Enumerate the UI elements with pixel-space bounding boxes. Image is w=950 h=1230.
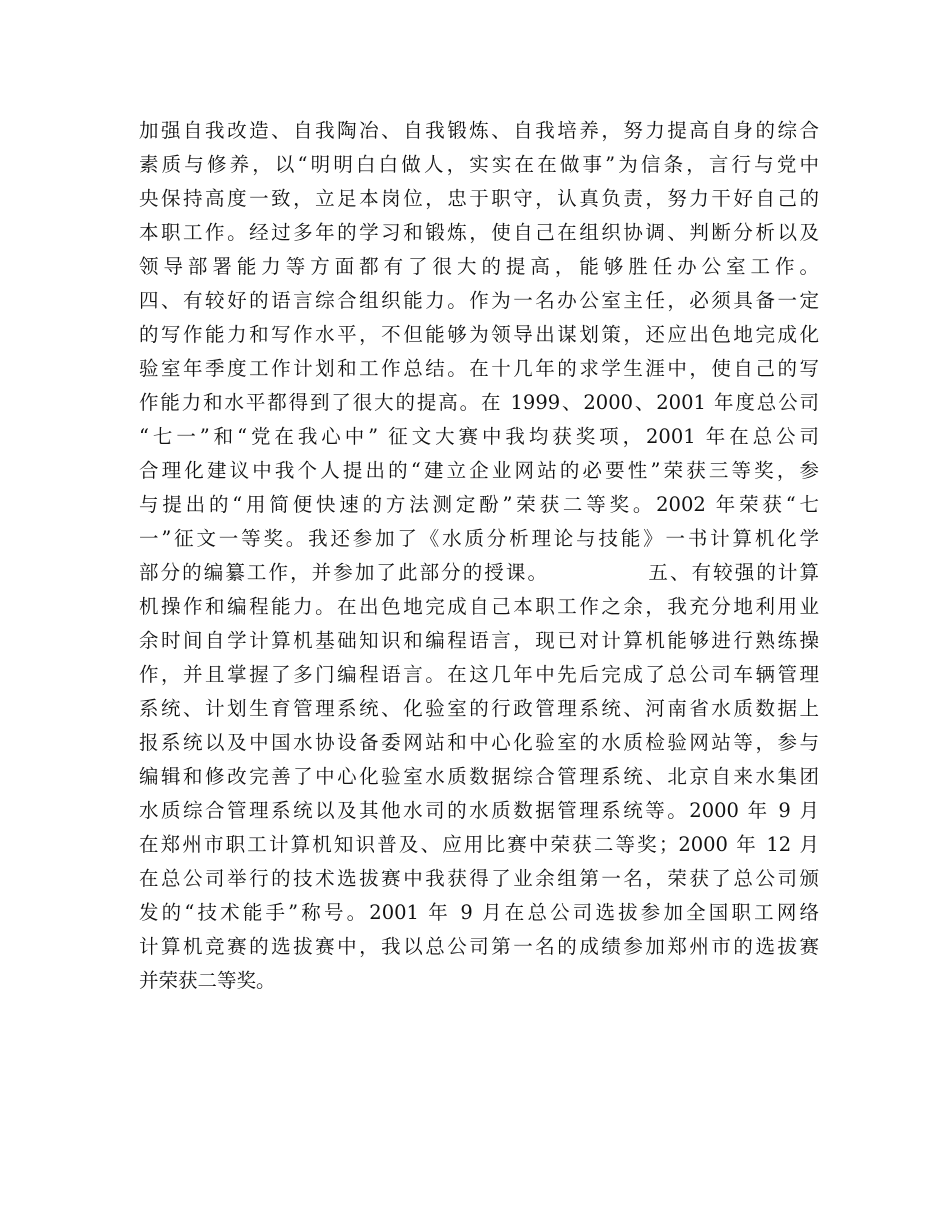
text-line: 机操作和编程能力。在出色地完成自己本职工作之余，我充分地利用业 [139,595,819,618]
text-line: 计算机竞赛的选拔赛中，我以总公司第一名的成绩参加郑州市的选拔赛 [139,935,819,958]
body-text [139,114,819,998]
text-line: 领导部署能力等方面都有了很大的提高，能够胜任办公室工作。 [139,255,819,278]
text-line: 央保持高度一致，立足本岗位，忠于职守，认真负责，努力干好自己的 [139,187,819,210]
text-line: 部分的编纂工作，并参加了此部分的授课。 五、有较强的计算 [139,561,819,584]
text-line: 作能力和水平都得到了很大的提高。在 1999、2000、2001 年度总公司 [139,391,819,414]
text-line: 合理化建议中我个人提出的“建立企业网站的必要性”荣获三等奖，参 [139,459,819,482]
text-line: 并荣获二等奖。 [139,969,276,992]
text-line: 报系统以及中国水协设备委网站和中心化验室的水质检验网站等，参与 [139,731,819,754]
text-line: 余时间自学计算机基础知识和编程语言，现已对计算机能够进行熟练操 [139,629,819,652]
text-line: 在总公司举行的技术选拔赛中我获得了业余组第一名，荣获了总公司颁 [139,867,819,890]
text-line: 的写作能力和写作水平，不但能够为领导出谋划策，还应出色地完成化 [139,323,819,346]
text-line: 四、有较好的语言综合组织能力。作为一名办公室主任，必须具备一定 [139,289,819,312]
text-line: 加强自我改造、自我陶冶、自我锻炼、自我培养，努力提高自身的综合 [139,119,819,142]
text-line: 验室年季度工作计划和工作总结。在十几年的求学生涯中，使自己的写 [139,357,819,380]
text-line: 素质与修养，以“明明白白做人，实实在在做事”为信条，言行与党中 [139,153,819,176]
text-line: 作，并且掌握了多门编程语言。在这几年中先后完成了总公司车辆管理 [139,663,819,686]
text-line: 本职工作。经过多年的学习和锻炼，使自己在组织协调、判断分析以及 [139,221,819,244]
text-line: 在郑州市职工计算机知识普及、应用比赛中荣获二等奖；2000 年 12 月 [139,833,819,856]
text-line: 编辑和修改完善了中心化验室水质数据综合管理系统、北京自来水集团 [139,765,819,788]
text-line: 发的“技术能手”称号。2001 年 9 月在总公司选拔参加全国职工网络 [139,901,819,924]
text-line: 与提出的“用简便快速的方法测定酚”荣获二等奖。2002 年荣获“七 [139,493,819,516]
text-line: 一”征文一等奖。我还参加了《水质分析理论与技能》一书计算机化学 [139,527,819,550]
text-line: 系统、计划生育管理系统、化验室的行政管理系统、河南省水质数据上 [139,697,819,720]
text-line: “七一”和“党在我心中” 征文大赛中我均获奖项，2001 年在总公司 [139,425,819,448]
text-line: 水质综合管理系统以及其他水司的水质数据管理系统等。2000 年 9 月 [139,799,819,822]
